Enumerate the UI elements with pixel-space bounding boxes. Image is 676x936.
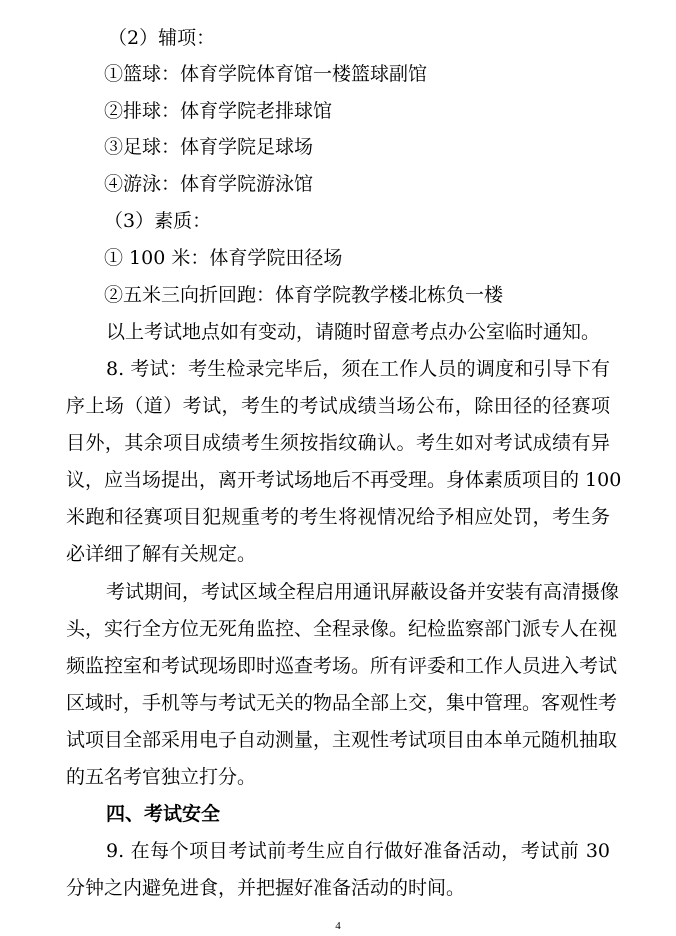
list-item-shuttle-run: ②五米三向折回跑：体育学院教学楼北栋负一楼: [104, 284, 504, 306]
paragraph-exam-rules-line: 必详细了解有关规定。: [66, 543, 257, 565]
paragraph-venue-notice: 以上考试地点如有变动，请随时留意考点办公室临时通知。: [106, 321, 601, 343]
subsection-heading-fitness: （3）素质：: [104, 210, 212, 232]
section-heading-exam-safety: 四、考试安全: [106, 803, 221, 825]
list-item-football: ③足球：体育学院足球场: [104, 136, 314, 158]
paragraph-exam-rules-line: 序上场（道）考试，考生的考试成绩当场公布，除田径的径赛项: [66, 395, 610, 417]
paragraph-exam-rules-line: 议，应当场提出，离开考试场地后不再受理。身体素质项目的 100: [66, 469, 622, 491]
paragraph-exam-rules-line: 目外，其余项目成绩考生须按指纹确认。考生如对考试成绩有异: [66, 432, 610, 454]
page-number: 4: [335, 920, 341, 932]
subsection-heading-auxiliary: （2）辅项：: [108, 27, 216, 49]
list-item-100m: ① 100 米：体育学院田径场: [104, 247, 343, 269]
paragraph-monitoring-line: 头，实行全方位无死角监控、全程录像。纪检监察部门派专人在视: [66, 618, 618, 640]
paragraph-monitoring-line: 频监控室和考试现场即时巡查考场。所有评委和工作人员进入考试: [66, 655, 618, 677]
list-item-swimming: ④游泳：体育学院游泳馆: [104, 173, 314, 195]
list-item-basketball: ①篮球：体育学院体育馆一楼篮球副馆: [104, 63, 428, 85]
paragraph-warmup-line: 分钟之内避免进食，并把握好准备活动的时间。: [66, 877, 466, 899]
paragraph-monitoring-line: 试项目全部采用电子自动测量，主观性考试项目由本单元随机抽取: [66, 729, 618, 751]
paragraph-warmup-line: 9. 在每个项目考试前考生应自行做好准备活动，考试前 30: [106, 840, 610, 862]
paragraph-exam-rules-line: 8. 考试：考生检录完毕后，须在工作人员的调度和引导下有: [106, 358, 610, 380]
paragraph-exam-rules-line: 米跑和径赛项目犯规重考的考生将视情况给予相应处罚，考生务: [66, 506, 610, 528]
paragraph-monitoring-line: 的五名考官独立打分。: [66, 766, 257, 788]
list-item-volleyball: ②排球：体育学院老排球馆: [104, 100, 333, 122]
paragraph-monitoring-line: 考试期间，考试区域全程启用通讯屏蔽设备并安装有高清摄像: [106, 581, 620, 603]
paragraph-monitoring-line: 区域时，手机等与考试无关的物品全部上交，集中管理。客观性考: [66, 692, 618, 714]
